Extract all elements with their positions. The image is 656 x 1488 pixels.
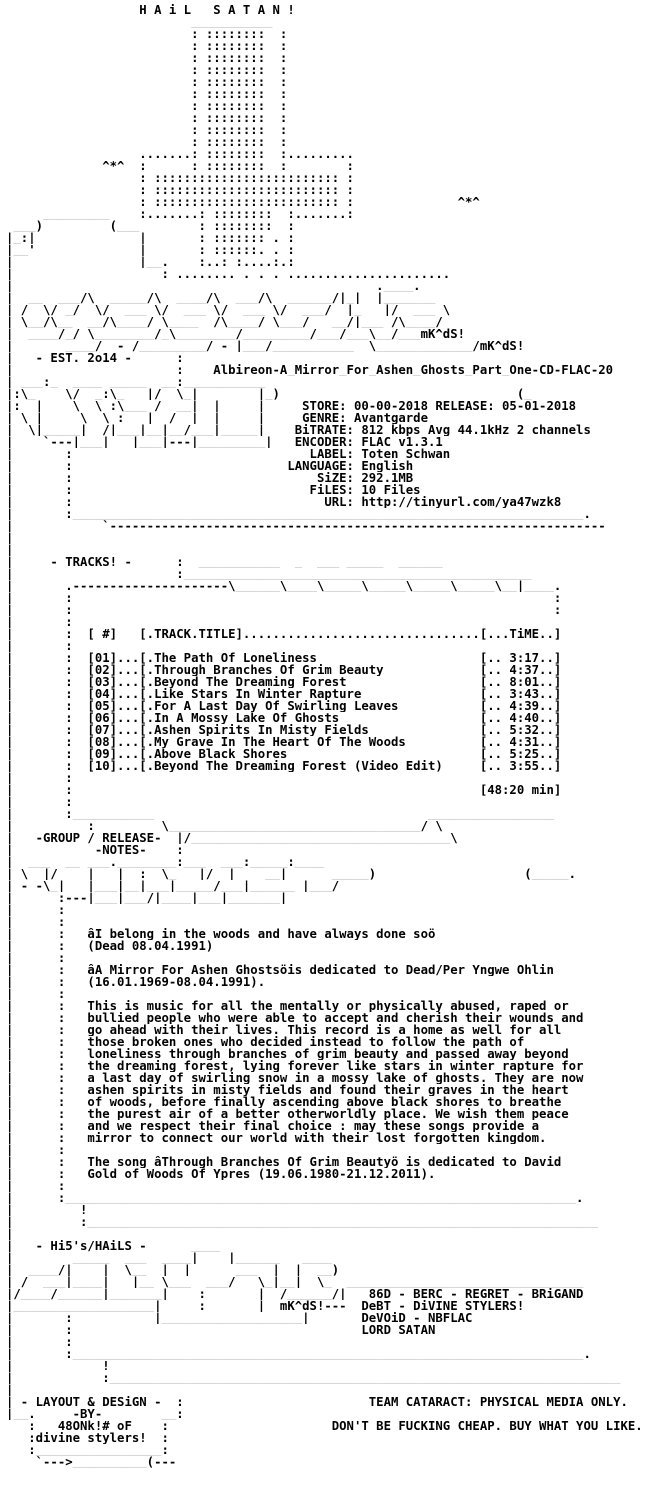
nfo-line: | -GROUP / RELEASE- |/___________________________________\ xyxy=(6,832,458,844)
nfo-line: | :___________ _________________ xyxy=(6,808,554,820)
nfo-line: | : the purest air of a better otherworldly place. We wish them peace xyxy=(6,1108,569,1120)
nfo-line: | : the dreaming forest, lying forever like stars in winter rapture for xyxy=(6,1060,584,1072)
nfo-line: ^*^ : : :::::::: : : xyxy=(6,160,354,172)
nfo-line: | :_____________________________________________________________________. xyxy=(6,508,591,520)
nfo-line: | .____. xyxy=(6,280,421,292)
nfo-line: `--->__________(--- xyxy=(6,1456,177,1468)
nfo-line: : :::::::: : xyxy=(6,136,288,148)
nfo-line: | : (Dead 08.04.1991) xyxy=(6,940,214,952)
nfo-line: |___________________| : | mK^dS!--- DeBT - DiVINE STYLERS! xyxy=(6,1300,525,1312)
nfo-line: H A i L S A T A N ! xyxy=(6,4,295,16)
nfo-line: : :::::::: : xyxy=(6,64,288,76)
nfo-line: : ::::::::::::::::::::::::: : xyxy=(6,172,354,184)
nfo-line: | : [02]...[.Through Branches Of Grim Beauty [.. 4:37..] xyxy=(6,664,562,676)
nfo-line: | xyxy=(6,544,14,556)
nfo-line: : :::::::: : xyxy=(6,28,288,40)
nfo-line: | / ___|____| |__ \___ ___/ \_|__| \_ ________________________________ xyxy=(6,1276,584,1288)
nfo-line: | - Hi5's/HAiLS - ____ xyxy=(6,1240,221,1252)
nfo-line: | `------------------------------------------------------------------- xyxy=(6,520,606,532)
nfo-line: | __ ___/\ _____/\ ____/\ ___/\ ______/|_| |_______ xyxy=(6,292,436,304)
nfo-line: : :::::::: : xyxy=(6,40,288,52)
nfo-line: | : mirror to connect our world with their lost forgotten kingdom. xyxy=(6,1132,547,1144)
nfo-line: | xyxy=(6,532,14,544)
nfo-line: ___) (___ : :::::::: : xyxy=(6,220,295,232)
nfo-line: | \__/\__ __/\____/ \____ /\____/ \___/ __/|___ /\____/ xyxy=(6,316,443,328)
nfo-line: | : LORD SATAN xyxy=(6,1324,436,1336)
nfo-line: | : This is music for all the mentally or physically abused, raped or xyxy=(6,1000,569,1012)
nfo-line: : :::::::: : xyxy=(6,100,288,112)
nfo-line: | : FiLES: 10 Files xyxy=(6,484,421,496)
nfo-line: | : URL: http://tinyurl.com/ya47wzk8 xyxy=(6,496,562,508)
nfo-line: | - LAYOUT & DESiGN - : TEAM CATARACT: PHYSICAL MEDIA ONLY. xyxy=(6,1396,628,1408)
nfo-line: | : : xyxy=(6,592,562,604)
nfo-line: | : (16.01.1969-08.04.1991). xyxy=(6,976,266,988)
nfo-line: | - EST. 2o14 - : xyxy=(6,352,184,364)
nfo-line: | :_______________________________________________ xyxy=(6,568,532,580)
nfo-line: | :---|___|___/|____|___|_______| xyxy=(6,892,288,904)
nfo-line: | ____/_/ \________/_\________/_________/___/___\__/___mK^dS! xyxy=(6,328,466,340)
nfo-line: | : [01]...[.The Path Of Loneliness [.. 3:17..] xyxy=(6,652,562,664)
nfo-line: | : [04]...[.Like Stars In Winter Rapture [.. 3:43..] xyxy=(6,688,562,700)
nfo-line: | : ashen spirits in misty fields and found their graves in the heart xyxy=(6,1084,569,1096)
nfo-line: | : : xyxy=(6,604,562,616)
nfo-line: | - -\_| |___|__|___|_____/___|______ |___/ xyxy=(6,880,340,892)
nfo-line: | : xyxy=(6,1180,66,1192)
nfo-line: | \ | \ \ : | / | | | GENRE: Avantgarde xyxy=(6,412,428,424)
nfo-line: | : Albireon-A_Mirror_For_Ashen_Ghosts_Part_One-CD-FLAC-20 xyxy=(6,364,614,376)
nfo-line: | : and we respect their final choice : may these songs provide a xyxy=(6,1120,540,1132)
nfo-line: | : [03]...[.Beyond The Dreaming Forest [.. 8:01..] xyxy=(6,676,562,688)
nfo-line: | : [48:20 min] xyxy=(6,784,562,796)
nfo-line: | : [05]...[.For A Last Day Of Swirling Leaves [.. 4:39..] xyxy=(6,700,562,712)
nfo-line: | : xyxy=(6,1336,73,1348)
nfo-line: |: | \ \ :\___ / __| | | STORE: 00-00-2018 RELEASE: 05-01-2018 xyxy=(6,400,577,412)
nfo-line: |__. -BY- __: xyxy=(6,1408,184,1420)
nfo-line: | :_____________________________________________________________________ xyxy=(6,1216,599,1228)
nfo-line: | : [09]...[.Above Black Shores [.. 5:25..] xyxy=(6,748,562,760)
nfo-line: | :_____________________________________________________________________ xyxy=(6,1372,621,1384)
nfo-line: :_________________: xyxy=(6,1444,169,1456)
nfo-line: | : [ #] [.TRACK.TITLE]................................[...TiME..] xyxy=(6,628,562,640)
nfo-line: | : of woods, before finally ascending above black shores to breathe xyxy=(6,1096,562,1108)
nfo-line: | : xyxy=(6,772,73,784)
nfo-line: | : [08]...[.My Grave In The Heart Of The Woods [.. 4:31..] xyxy=(6,736,562,748)
nfo-line: | ! xyxy=(6,1204,88,1216)
nfo-line: | : xyxy=(6,904,66,916)
nfo-line: | \|_____| /|___|__|__/___|_____| BiTRATE: 812 kbps Avg 44.1kHz 2 channels xyxy=(6,424,591,436)
nfo-line: | : The song âThrough Branches Of Grim Beautyö is dedicated to David xyxy=(6,1156,562,1168)
nfo-line: | : loneliness through branches of grim beauty and passed away beyond xyxy=(6,1048,569,1060)
nfo-line: | `---|___| |___|---|_________| ENCODER: FLAC v1.3.1 xyxy=(6,436,443,448)
nfo-line: | - TRACKS! - : ___________ _ ___ _____ ______ xyxy=(6,556,443,568)
nfo-line: | : go ahead with their lives. This record is a home as well for all xyxy=(6,1024,562,1036)
nfo-line: |__' | : ::::::. . : xyxy=(6,244,295,256)
nfo-line: | : bullied people who were able to accept and cherish their wounds and xyxy=(6,1012,584,1024)
nfo-line: : ::::::::::::::::::::::::: : ^*^ xyxy=(6,196,480,208)
nfo-line: | : SiZE: 292.1MB xyxy=(6,472,414,484)
nfo-line: | :_____________________________________________________________________. xyxy=(6,1192,584,1204)
nfo-line: | : Gold of Woods Of Ypres (19.06.1980-21.12.2011). xyxy=(6,1168,436,1180)
nfo-line: : :::::::: : xyxy=(6,52,288,64)
nfo-line: | : [10]...[.Beyond The Dreaming Forest (Video Edit) [.. 3:55..] xyxy=(6,760,562,772)
nfo-line: : :::::::: : xyxy=(6,88,288,100)
nfo-line: | \ |/ | | : \_ |/ | __| _____) (_____. xyxy=(6,868,577,880)
nfo-line: | : xyxy=(6,916,66,928)
nfo-line: | ! xyxy=(6,1360,110,1372)
nfo-line: : ::::::::::::::::::::::::: : xyxy=(6,184,354,196)
nfo-line: | : âI belong in the woods and have always done soö xyxy=(6,928,436,940)
nfo-line: .......: :::::::: :......... xyxy=(6,148,354,160)
nfo-line: | |__. :..: :....:.: xyxy=(6,256,295,268)
nfo-line: |/____/______|_______| : | /______/| 86D - BERC - REGRET - BRiGAND xyxy=(6,1288,584,1300)
nfo-line: | : a last day of swirling snow in a mossy lake of ghosts. They are now xyxy=(6,1072,584,1084)
nfo-line: : 48ONk!# oF : DON'T BE FUCKING CHEAP. BUY WHAT YOU LIKE. xyxy=(6,1420,643,1432)
nfo-line: ___________ xyxy=(6,16,273,28)
nfo-line: |_:| | : ::::::: . : xyxy=(6,232,295,244)
nfo-line: | : xyxy=(6,988,66,1000)
nfo-line: : :::::::: : xyxy=(6,76,288,88)
nfo-line: | : [07]...[.Ashen Spirits In Misty Fields [.. 5:32..] xyxy=(6,724,562,736)
nfo-line: | / \/ _/ \/ ___ \/ ___ \/ ___ \/ ___/ |_ |/ ___ \ xyxy=(6,304,451,316)
nfo-line: | xyxy=(6,1384,14,1396)
nfo-line: | .---------------------\______\____\_____\_____\_____\_____\__|____. xyxy=(6,580,562,592)
nfo-text xyxy=(6,4,643,1468)
nfo-line: | : \__________________________________/ \ xyxy=(6,820,443,832)
nfo-line: :divine stylers! : xyxy=(6,1432,169,1444)
nfo-line: : :::::::: : xyxy=(6,112,288,124)
nfo-line: |:\_ \/ _:\_ |/ \_| |_) (_ xyxy=(6,388,532,400)
nfo-line: | :_____________________________________________________________________. xyxy=(6,1348,591,1360)
nfo-line: | xyxy=(6,1228,14,1240)
nfo-line: : :::::::: : xyxy=(6,124,288,136)
nfo-line: | : xyxy=(6,1144,66,1156)
nfo-line: | : âA Mirror For Ashen Ghostsöis dedicated to Dead/Per Yngwe Ohlin xyxy=(6,964,554,976)
nfo-line: | ___ __ ___.________:___ ___:_____:____ xyxy=(6,856,325,868)
nfo-line: | _____ ___ ____| |______ ____ xyxy=(6,1252,332,1264)
nfo-line: | : |___________________| DeVOiD - NBFLAC xyxy=(6,1312,473,1324)
nfo-line: | ____/| | \__ | | ___ | | __) xyxy=(6,1264,340,1276)
nfo-line: | : xyxy=(6,952,66,964)
nfo-line: | : xyxy=(6,640,73,652)
nfo-line: _________ :.......: :::::::: :.......: xyxy=(6,208,354,220)
nfo-line: | : xyxy=(6,616,73,628)
nfo-line: | : ........ . . . ...................... xyxy=(6,268,451,280)
nfo-line: | : LANGUAGE: English xyxy=(6,460,414,472)
nfo-line: | : xyxy=(6,796,73,808)
nfo-line: | : [06]...[.In A Mossy Lake Of Ghosts [.. 4:40..] xyxy=(6,712,562,724)
nfo-line: | ____/ - /_________/ - |___/___________ \_____________/mK^dS! xyxy=(6,340,525,352)
nfo-line: | ___:_ ____ _____ __:___________ xyxy=(6,376,266,388)
nfo-line: | -NOTES- : xyxy=(6,844,184,856)
nfo-line: | : LABEL: Toten Schwan xyxy=(6,448,451,460)
nfo-line: | : those broken ones who decided instead to follow the path of xyxy=(6,1036,525,1048)
